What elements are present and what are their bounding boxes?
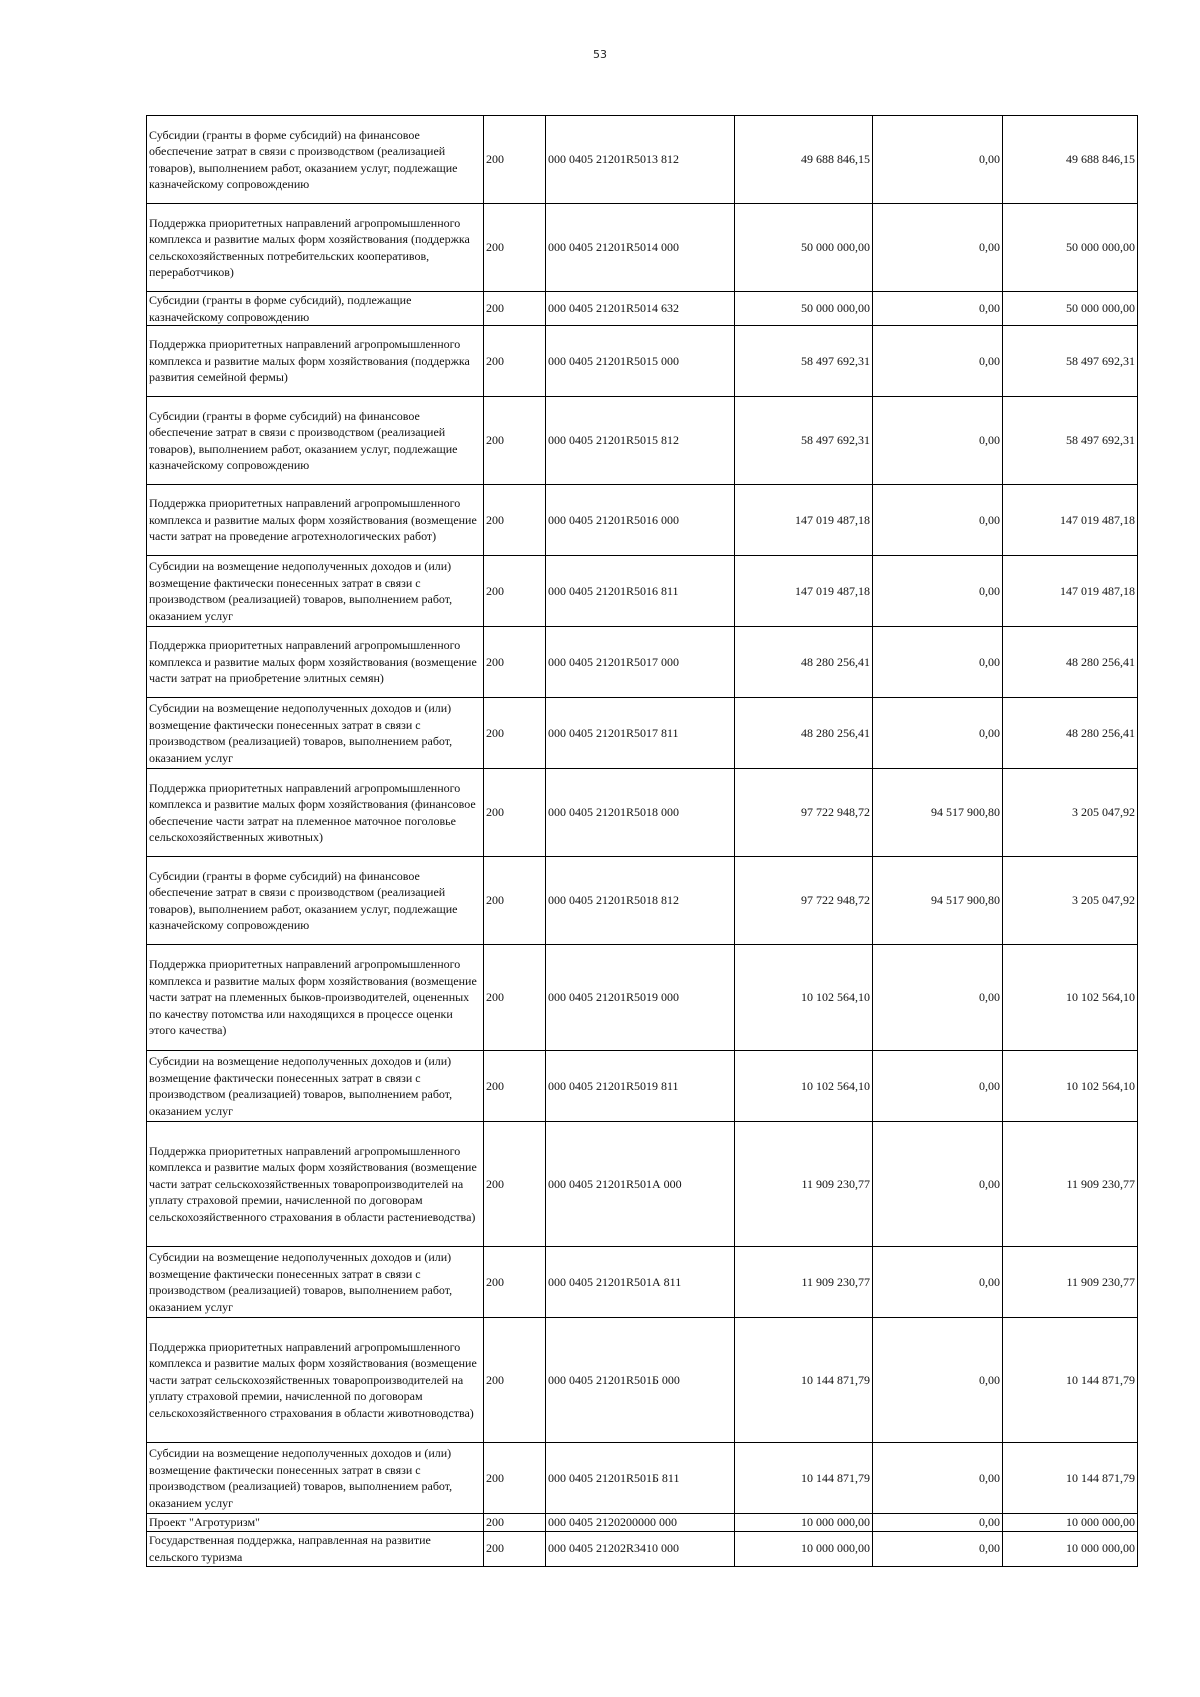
row-name: Поддержка приоритетных направлений агропромышленного комплекса и развитие малых форм хозяйствования (поддержка сельскохозяйственных потребительских кооперативов, переработчиков)	[147, 204, 484, 292]
row-kbk: 000 0405 21201R501Б 811	[546, 1443, 735, 1514]
table-row	[147, 1122, 1138, 1247]
row-code: 200	[484, 1531, 546, 1566]
row-amount-regional: 11 909 230,77	[1003, 1247, 1138, 1318]
row-kbk: 000 0405 21201R5017 000	[546, 627, 735, 698]
row-amount-federal: 0,00	[873, 1051, 1003, 1122]
row-kbk: 000 0405 21201R5014 000	[546, 204, 735, 292]
row-kbk: 000 0405 2120200000 000	[546, 1514, 735, 1532]
row-amount-federal: 0,00	[873, 485, 1003, 556]
row-amount-federal: 0,00	[873, 556, 1003, 627]
row-amount-federal: 0,00	[873, 204, 1003, 292]
row-name: Субсидии (гранты в форме субсидий), подлежащие казначейскому сопровождению	[147, 292, 484, 326]
row-amount-plan: 11 909 230,77	[735, 1122, 873, 1247]
row-name: Проект "Агротуризм"	[147, 1514, 484, 1532]
row-amount-regional: 10 000 000,00	[1003, 1531, 1138, 1566]
table-row	[147, 292, 1138, 326]
row-code: 200	[484, 1318, 546, 1443]
table-row	[147, 1051, 1138, 1122]
row-name: Субсидии на возмещение недополученных доходов и (или) возмещение фактически понесенных затрат в связи с производством (реализацией) товаров, выполнением работ, оказанием услуг	[147, 698, 484, 769]
row-kbk: 000 0405 21201R5019 000	[546, 945, 735, 1051]
row-amount-plan: 10 144 871,79	[735, 1443, 873, 1514]
row-amount-plan: 48 280 256,41	[735, 698, 873, 769]
row-amount-plan: 10 000 000,00	[735, 1531, 873, 1566]
row-amount-regional: 50 000 000,00	[1003, 204, 1138, 292]
row-kbk: 000 0405 21201R5015 812	[546, 397, 735, 485]
row-code: 200	[484, 1443, 546, 1514]
table-row	[147, 1318, 1138, 1443]
table-row	[147, 397, 1138, 485]
row-amount-federal: 0,00	[873, 1531, 1003, 1566]
table-row	[147, 485, 1138, 556]
row-amount-plan: 10 102 564,10	[735, 945, 873, 1051]
row-name: Поддержка приоритетных направлений агропромышленного комплекса и развитие малых форм хозяйствования (поддержка развития семейной фермы)	[147, 326, 484, 397]
row-name: Субсидии на возмещение недополученных доходов и (или) возмещение фактически понесенных затрат в связи с производством (реализацией) товаров, выполнением работ, оказанием услуг	[147, 1247, 484, 1318]
row-code: 200	[484, 204, 546, 292]
row-kbk: 000 0405 21201R5016 000	[546, 485, 735, 556]
row-code: 200	[484, 945, 546, 1051]
row-code: 200	[484, 292, 546, 326]
row-amount-regional: 10 102 564,10	[1003, 1051, 1138, 1122]
row-amount-plan: 10 000 000,00	[735, 1514, 873, 1532]
row-code: 200	[484, 326, 546, 397]
row-code: 200	[484, 857, 546, 945]
row-kbk: 000 0405 21201R5017 811	[546, 698, 735, 769]
row-name: Поддержка приоритетных направлений агропромышленного комплекса и развитие малых форм хозяйствования (возмещение части затрат на племенных быков-производителей, оцененных по качеству потомства или находящихся в процессе оценки этого качества)	[147, 945, 484, 1051]
row-kbk: 000 0405 21201R501Б 000	[546, 1318, 735, 1443]
row-amount-regional: 49 688 846,15	[1003, 116, 1138, 204]
table-row	[147, 857, 1138, 945]
row-name: Поддержка приоритетных направлений агропромышленного комплекса и развитие малых форм хозяйствования (возмещение части затрат сельскохозяйственных товаропроизводителей на уплату страховой премии, начисленной по договорам сельскохозяйственного страхования в области животноводства)	[147, 1318, 484, 1443]
row-amount-regional: 48 280 256,41	[1003, 698, 1138, 769]
row-kbk: 000 0405 21201R5014 632	[546, 292, 735, 326]
row-amount-federal: 0,00	[873, 945, 1003, 1051]
row-code: 200	[484, 116, 546, 204]
row-code: 200	[484, 627, 546, 698]
row-amount-plan: 10 102 564,10	[735, 1051, 873, 1122]
row-code: 200	[484, 1247, 546, 1318]
row-amount-plan: 58 497 692,31	[735, 397, 873, 485]
table-row	[147, 556, 1138, 627]
row-code: 200	[484, 1514, 546, 1532]
row-amount-plan: 97 722 948,72	[735, 769, 873, 857]
row-amount-regional: 10 102 564,10	[1003, 945, 1138, 1051]
row-amount-regional: 10 144 871,79	[1003, 1318, 1138, 1443]
row-amount-plan: 48 280 256,41	[735, 627, 873, 698]
row-amount-regional: 3 205 047,92	[1003, 857, 1138, 945]
row-amount-regional: 11 909 230,77	[1003, 1122, 1138, 1247]
row-name: Субсидии (гранты в форме субсидий) на финансовое обеспечение затрат в связи с производством (реализацией товаров), выполнением работ, оказанием услуг, подлежащие казначейскому сопровождению	[147, 397, 484, 485]
table-row	[147, 1531, 1138, 1566]
row-name: Государственная поддержка, направленная на развитие сельского туризма	[147, 1531, 484, 1566]
row-kbk: 000 0405 21201R501А 811	[546, 1247, 735, 1318]
row-name: Поддержка приоритетных направлений агропромышленного комплекса и развитие малых форм хозяйствования (возмещение части затрат на приобретение элитных семян)	[147, 627, 484, 698]
row-kbk: 000 0405 21201R501А 000	[546, 1122, 735, 1247]
table-row	[147, 204, 1138, 292]
table-row	[147, 769, 1138, 857]
row-amount-federal: 0,00	[873, 397, 1003, 485]
row-kbk: 000 0405 21201R5019 811	[546, 1051, 735, 1122]
row-code: 200	[484, 1122, 546, 1247]
row-amount-plan: 49 688 846,15	[735, 116, 873, 204]
row-kbk: 000 0405 21202R3410 000	[546, 1531, 735, 1566]
row-amount-federal: 94 517 900,80	[873, 769, 1003, 857]
row-code: 200	[484, 769, 546, 857]
row-name: Поддержка приоритетных направлений агропромышленного комплекса и развитие малых форм хозяйствования (финансовое обеспечение части затрат на племенное маточное поголовье сельскохозяйственных животных)	[147, 769, 484, 857]
budget-table	[146, 115, 1138, 1567]
row-kbk: 000 0405 21201R5018 000	[546, 769, 735, 857]
row-name: Поддержка приоритетных направлений агропромышленного комплекса и развитие малых форм хозяйствования (возмещение части затрат сельскохозяйственных товаропроизводителей на уплату страховой премии, начисленной по договорам сельскохозяйственного страхования в области растениеводства)	[147, 1122, 484, 1247]
table-row	[147, 698, 1138, 769]
row-name: Субсидии на возмещение недополученных доходов и (или) возмещение фактически понесенных затрат в связи с производством (реализацией) товаров, выполнением работ, оказанием услуг	[147, 556, 484, 627]
row-amount-federal: 0,00	[873, 1514, 1003, 1532]
row-amount-regional: 3 205 047,92	[1003, 769, 1138, 857]
row-amount-regional: 48 280 256,41	[1003, 627, 1138, 698]
row-name: Субсидии на возмещение недополученных доходов и (или) возмещение фактически понесенных затрат в связи с производством (реализацией) товаров, выполнением работ, оказанием услуг	[147, 1051, 484, 1122]
row-amount-plan: 10 144 871,79	[735, 1318, 873, 1443]
row-amount-federal: 0,00	[873, 627, 1003, 698]
row-amount-regional: 58 497 692,31	[1003, 326, 1138, 397]
row-kbk: 000 0405 21201R5013 812	[546, 116, 735, 204]
row-code: 200	[484, 485, 546, 556]
row-kbk: 000 0405 21201R5015 000	[546, 326, 735, 397]
row-amount-regional: 147 019 487,18	[1003, 556, 1138, 627]
row-amount-plan: 58 497 692,31	[735, 326, 873, 397]
row-amount-regional: 10 000 000,00	[1003, 1514, 1138, 1532]
row-amount-federal: 0,00	[873, 292, 1003, 326]
row-amount-plan: 50 000 000,00	[735, 204, 873, 292]
row-kbk: 000 0405 21201R5018 812	[546, 857, 735, 945]
row-code: 200	[484, 1051, 546, 1122]
row-amount-federal: 0,00	[873, 1443, 1003, 1514]
row-code: 200	[484, 698, 546, 769]
table-row	[147, 945, 1138, 1051]
row-amount-plan: 50 000 000,00	[735, 292, 873, 326]
row-amount-federal: 0,00	[873, 1122, 1003, 1247]
row-amount-plan: 97 722 948,72	[735, 857, 873, 945]
row-amount-federal: 94 517 900,80	[873, 857, 1003, 945]
row-amount-federal: 0,00	[873, 116, 1003, 204]
table-body	[147, 116, 1138, 1567]
row-amount-plan: 147 019 487,18	[735, 556, 873, 627]
table-row	[147, 1247, 1138, 1318]
table-row	[147, 627, 1138, 698]
row-amount-federal: 0,00	[873, 326, 1003, 397]
table-row	[147, 116, 1138, 204]
row-name: Субсидии на возмещение недополученных доходов и (или) возмещение фактически понесенных затрат в связи с производством (реализацией) товаров, выполнением работ, оказанием услуг	[147, 1443, 484, 1514]
row-name: Поддержка приоритетных направлений агропромышленного комплекса и развитие малых форм хозяйствования (возмещение части затрат на проведение агротехнологических работ)	[147, 485, 484, 556]
row-amount-plan: 11 909 230,77	[735, 1247, 873, 1318]
row-name: Субсидии (гранты в форме субсидий) на финансовое обеспечение затрат в связи с производством (реализацией товаров), выполнением работ, оказанием услуг, подлежащие казначейскому сопровождению	[147, 857, 484, 945]
page-number: 53	[593, 48, 607, 61]
row-amount-regional: 10 144 871,79	[1003, 1443, 1138, 1514]
table-row	[147, 1443, 1138, 1514]
row-amount-federal: 0,00	[873, 1247, 1003, 1318]
row-code: 200	[484, 397, 546, 485]
row-name: Субсидии (гранты в форме субсидий) на финансовое обеспечение затрат в связи с производством (реализацией товаров), выполнением работ, оказанием услуг, подлежащие казначейскому сопровождению	[147, 116, 484, 204]
row-amount-regional: 58 497 692,31	[1003, 397, 1138, 485]
table-row	[147, 326, 1138, 397]
row-amount-regional: 50 000 000,00	[1003, 292, 1138, 326]
row-code: 200	[484, 556, 546, 627]
row-amount-federal: 0,00	[873, 698, 1003, 769]
row-amount-plan: 147 019 487,18	[735, 485, 873, 556]
row-amount-regional: 147 019 487,18	[1003, 485, 1138, 556]
row-kbk: 000 0405 21201R5016 811	[546, 556, 735, 627]
row-amount-federal: 0,00	[873, 1318, 1003, 1443]
table-row	[147, 1514, 1138, 1532]
